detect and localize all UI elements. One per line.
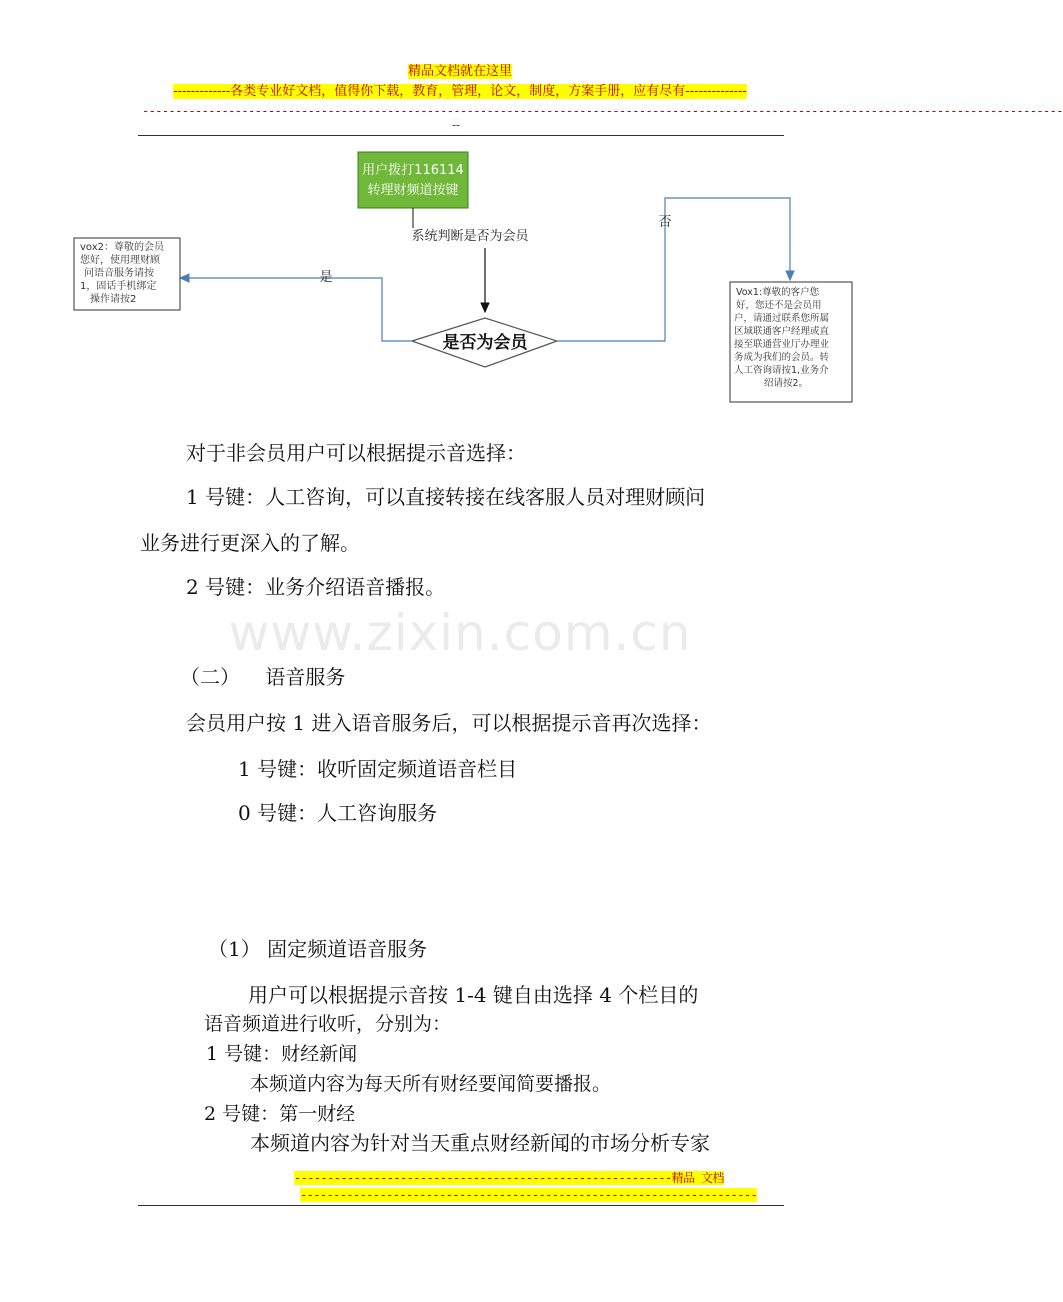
channel-key2: 2 号键：第一财经 xyxy=(204,1103,356,1125)
vox1-line: 好，您还不是会员用 xyxy=(736,300,822,311)
vox1-line: 人工咨询请按1,业务介 xyxy=(734,365,829,376)
footer-line-2: --------------------------------------------------------------------- xyxy=(300,1188,758,1202)
vox1-line: 户，请通过联系您所属 xyxy=(734,313,830,324)
paragraph-key1-line2: 业务进行更深入的了解。 xyxy=(140,531,360,555)
channel-key1: 1 号键：财经新闻 xyxy=(206,1043,358,1065)
vox1-line: 接至联通营业厅办理业 xyxy=(734,339,830,350)
start-box xyxy=(358,152,468,208)
yes-branch-line xyxy=(180,278,412,341)
vox2-line: vox2：尊敬的会员 xyxy=(80,242,165,253)
subheading-fixed-channel: （1） 固定频道语音服务 xyxy=(208,937,428,961)
paragraph-nonmember-intro: 对于非会员用户可以根据提示音选择： xyxy=(186,441,526,465)
paragraph-key1-line1: 1 号键：人工咨询，可以直接转接在线客服人员对理财顾问 xyxy=(186,485,706,509)
watermark: www.zixin.com.cn xyxy=(228,604,692,662)
vox1-line: 绍请按2。 xyxy=(764,378,809,389)
judge-label: 系统判断是否为会员 xyxy=(411,229,529,244)
header-dash-line: ------------------------------------------------------------------------------------------------------------------------------------------- xyxy=(142,104,1063,118)
yes-label: 是 xyxy=(319,270,333,285)
vox1-line: 务成为我们的会员。转 xyxy=(734,352,830,363)
start-box-line-2: 转理财频道按键 xyxy=(367,183,459,198)
option-key0: 0 号键：人工咨询服务 xyxy=(238,801,438,825)
option-key1: 1 号键：收听固定频道语音栏目 xyxy=(238,757,518,781)
decision-label: 是否为会员 xyxy=(442,333,528,353)
paragraph-key2: 2 号键：业务介绍语音播报。 xyxy=(186,575,446,599)
header-rule xyxy=(138,135,784,136)
vox2-line: 1，固话手机绑定 xyxy=(80,281,157,292)
membership-flowchart xyxy=(60,140,870,420)
footer-rule xyxy=(138,1205,784,1206)
paragraph-channel-intro-line1: 用户可以根据提示音按 1-4 键自由选择 4 个栏目的 xyxy=(248,983,699,1007)
footer-line-1: ---------------------------------------------------------精品 文档 xyxy=(294,1171,724,1185)
vox1-line: 区域联通客户经理或直 xyxy=(734,326,830,337)
channel-key2-desc: 本频道内容为针对当天重点财经新闻的市场分析专家 xyxy=(250,1131,710,1155)
no-label: 否 xyxy=(658,215,672,230)
channel-key1-desc: 本频道内容为每天所有财经要闻简要播报。 xyxy=(250,1073,612,1095)
header-title: 精品文档就在这里 xyxy=(407,64,512,79)
start-box-line-1: 用户拨打116114 xyxy=(362,163,464,178)
paragraph-channel-intro-line2: 语音频道进行收听，分别为： xyxy=(204,1013,452,1035)
paragraph-member-intro: 会员用户按 1 进入语音服务后，可以根据提示音再次选择： xyxy=(186,711,712,735)
vox1-line: Vox1:尊敬的客户您 xyxy=(736,287,820,298)
section-heading-voice-service: （二） 语音服务 xyxy=(180,665,346,689)
header-dash-tail: -- xyxy=(452,118,461,132)
vox2-line: 您好，使用理财顾 xyxy=(80,255,160,266)
header-tagline: -------------各类专业好文档，值得你下载，教育，管理，论文，制度，方案手册，应有尽有-------------- xyxy=(173,84,747,99)
vox2-line: 问语音服务请按 xyxy=(84,268,154,279)
vox2-line: 操作请按2 xyxy=(90,294,137,305)
